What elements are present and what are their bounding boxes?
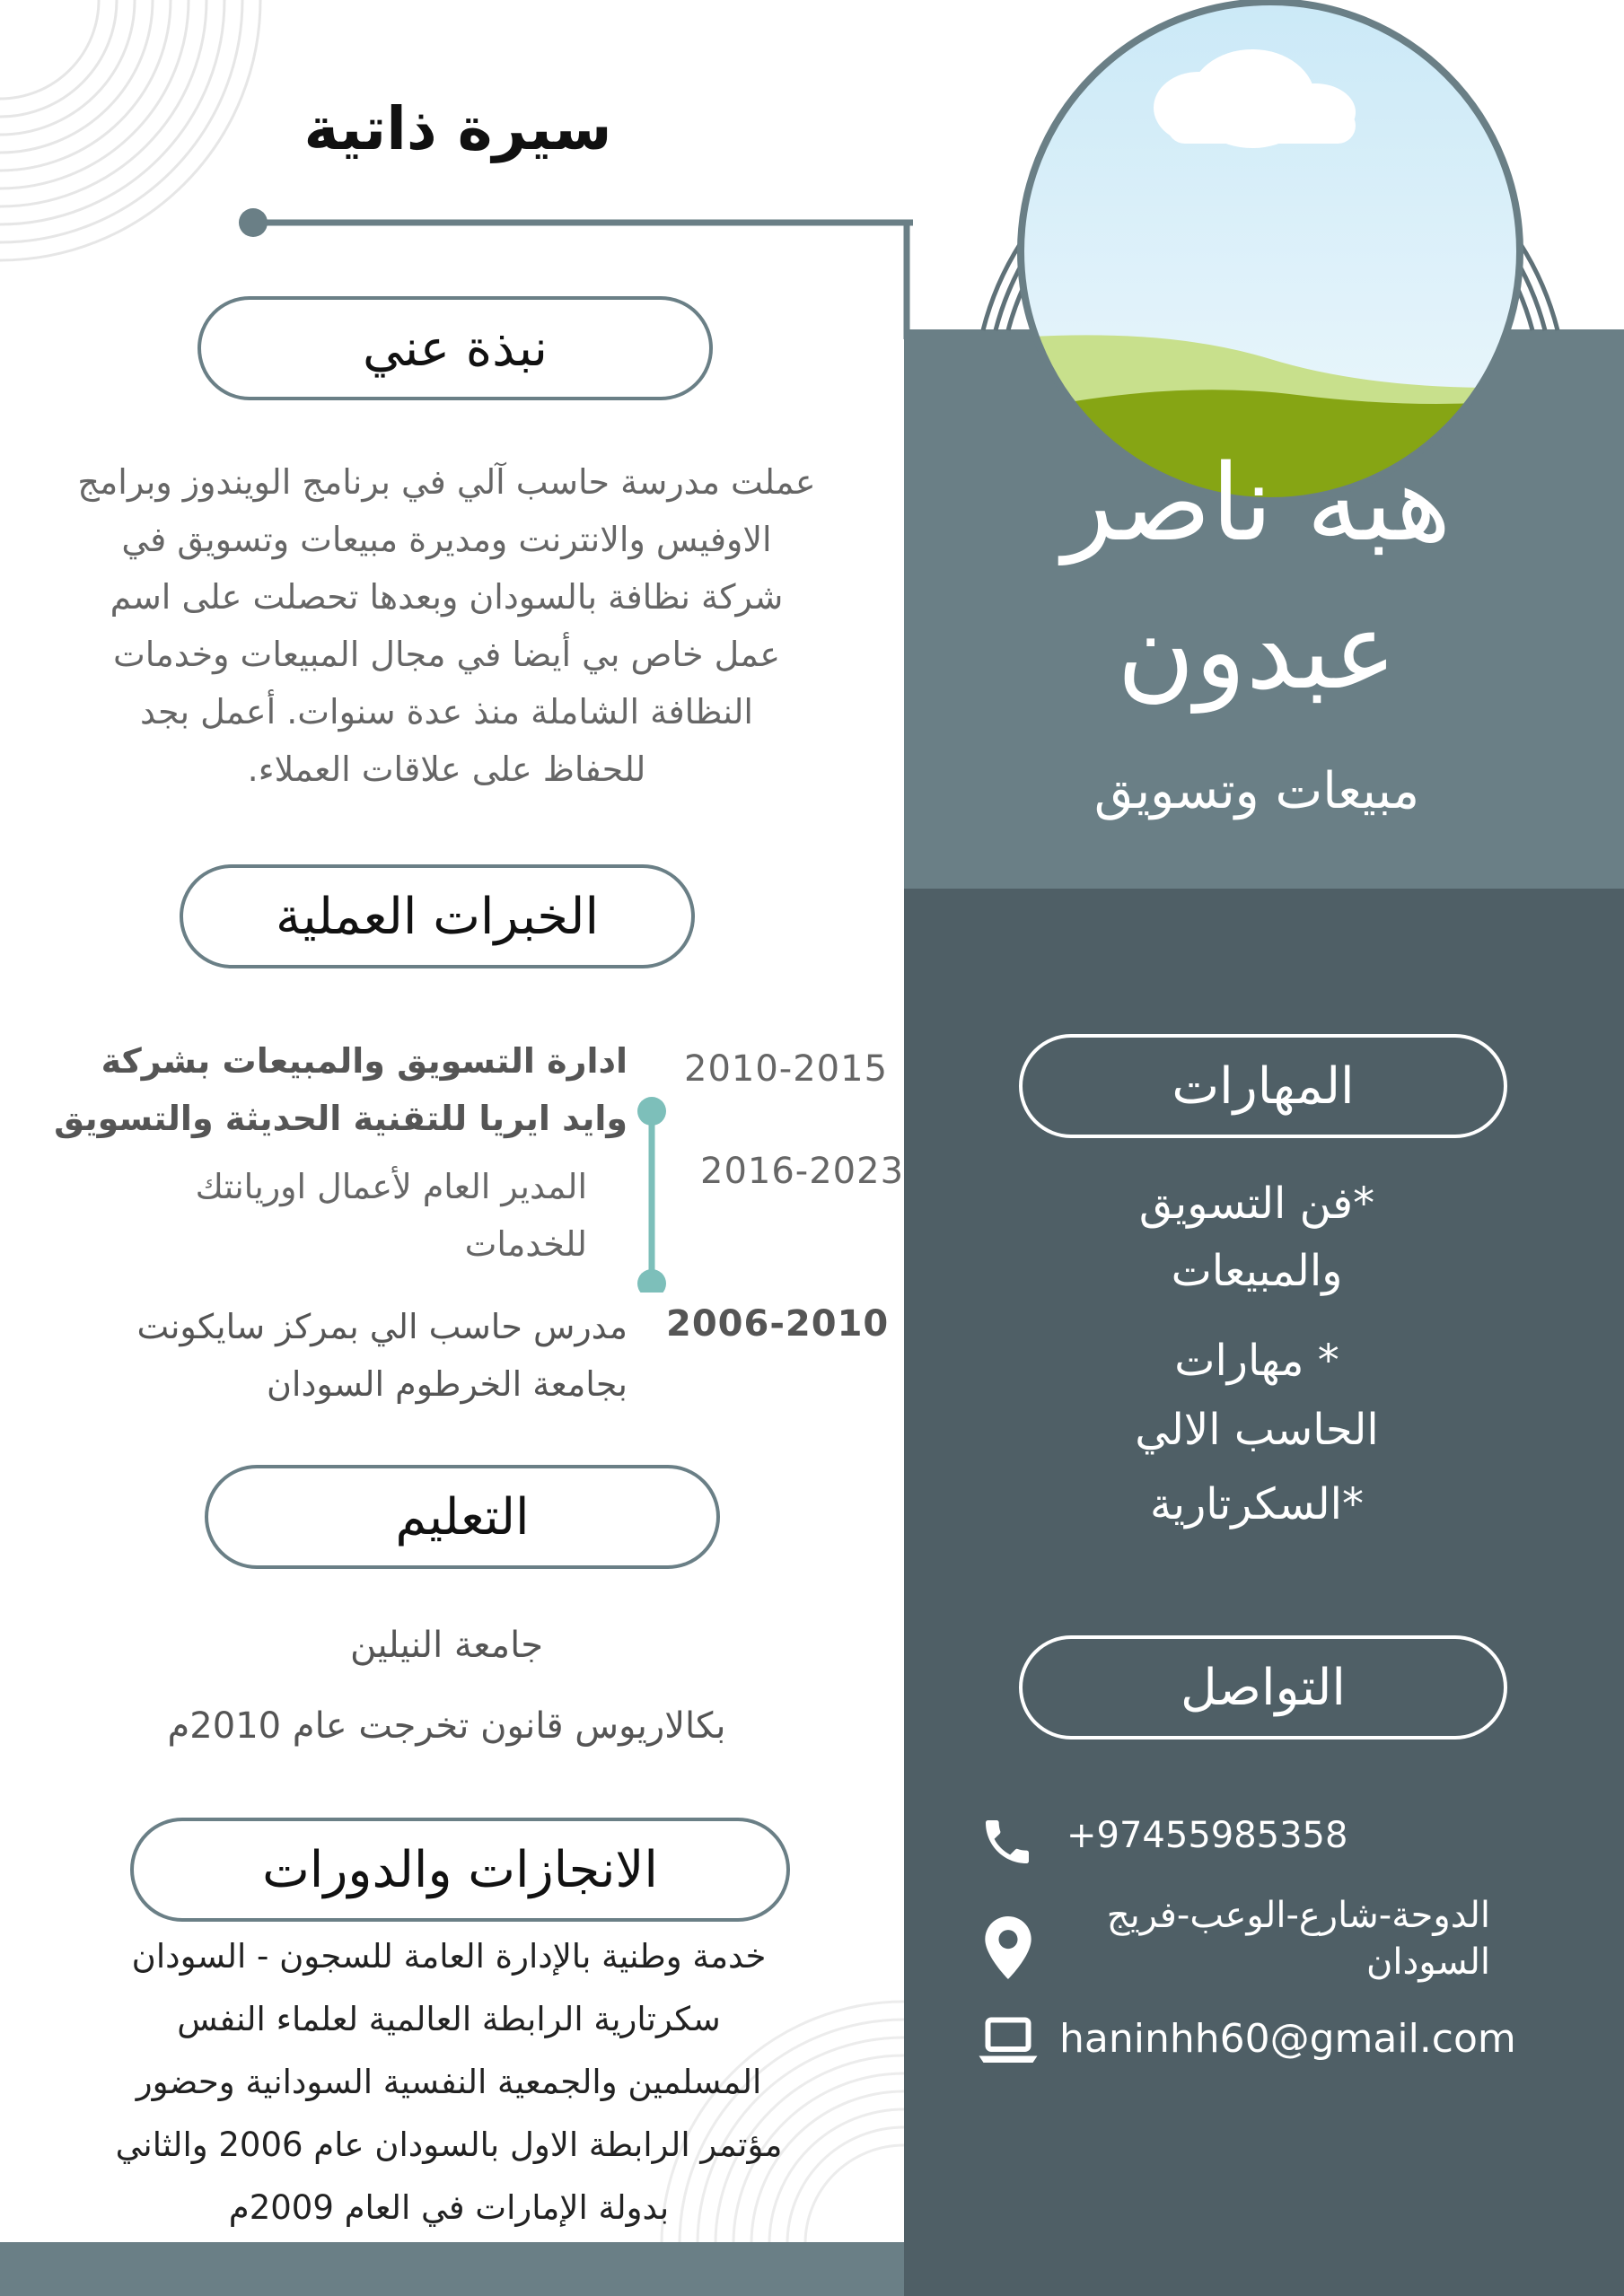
contact-heading: [1019, 1635, 1507, 1740]
bottom-strip: [0, 2242, 904, 2296]
achievements-text: [27, 1925, 871, 2239]
experience-role-line: للخدمات: [464, 1224, 587, 1264]
about-line: النظافة الشاملة منذ عدة سنوات. أعمل بجد: [140, 692, 753, 732]
phone-icon: [979, 1813, 1036, 1871]
achievement-line: خدمة وطنية بالإدارة العامة للسجون - السودان: [131, 1937, 767, 1976]
document-title: سيرة ذاتية: [303, 94, 612, 163]
achievements-heading: [130, 1818, 790, 1922]
contact-heading-label: التواصل: [1181, 1658, 1346, 1717]
skill-line: *فن التسويق: [1138, 1179, 1375, 1229]
experience-years-1: 2010-2015: [684, 1048, 889, 1090]
contact-address-line: السودان: [1366, 1941, 1490, 1983]
achievements-heading-label: الانجازات والدورات: [262, 1840, 658, 1899]
experience-role-1: [0, 1032, 628, 1147]
achievement-line: بدولة الإمارات في العام 2009م: [228, 2188, 670, 2227]
location-pin-icon: [983, 1916, 1033, 1979]
education-heading: [205, 1465, 720, 1569]
experience-heading-label: الخبرات العملية: [275, 887, 600, 946]
skill-line: * مهارات: [1174, 1336, 1339, 1386]
experience-role-2: [48, 1158, 587, 1273]
job-title: مبيعات وتسويق: [1093, 762, 1420, 820]
skills-heading-label: المهارات: [1172, 1056, 1355, 1116]
laptop-icon: [977, 2015, 1040, 2065]
about-text: [0, 453, 893, 798]
education-degree: بكالاريوس قانون تخرجت عام 2010م: [167, 1705, 726, 1747]
experience-role-line: بجامعة الخرطوم السودان: [267, 1364, 628, 1404]
achievement-line: مؤتمر الرابطة الاول بالسودان عام 2006 والثاني: [115, 2125, 783, 2164]
experience-timeline: [628, 1086, 675, 1293]
about-line: عمل خاص بي أيضا في مجال المبيعات وخدمات: [112, 635, 781, 674]
contact-address: [1050, 1892, 1490, 1985]
decorative-arcs-top: [0, 0, 269, 278]
contact-email[interactable]: haninhh60@gmail.com: [1059, 2016, 1516, 2062]
contact-address-line: الدوحة-شارع-الوعب-فريج: [1106, 1895, 1490, 1936]
contact-phone[interactable]: +97455985358: [1067, 1815, 1348, 1856]
experience-role-3: [0, 1298, 628, 1413]
about-line: شركة نظافة بالسودان وبعدها تحصلت على اسم: [110, 577, 784, 617]
achievement-line: المسلمين والجمعية النفسية السودانية وحضور: [136, 2063, 762, 2101]
experience-heading: [180, 864, 695, 968]
experience-role-line: المدير العام لأعمال اوريانتك: [195, 1167, 587, 1206]
about-heading: [198, 296, 713, 400]
about-line: للحفاظ على علاقات العملاء.: [247, 749, 646, 789]
experience-role-line: ادارة التسويق والمبيعات بشركة: [101, 1041, 628, 1081]
experience-role-line: مدرس حاسب الي بمركز سايكونت: [136, 1307, 628, 1346]
skill-line: الحاسب الالي: [1135, 1405, 1379, 1455]
experience-years-2: 2016-2023: [700, 1151, 905, 1192]
profile-photo: [974, 0, 1567, 503]
education-heading-label: التعليم: [395, 1487, 530, 1547]
profile-name-last: عبدون: [1117, 589, 1397, 713]
skill-line: والمبيعات: [1171, 1246, 1343, 1296]
education-university: جامعة النيلين: [350, 1625, 543, 1666]
profile-name-first: هبه ناصر: [1062, 441, 1452, 565]
skills-heading: [1019, 1034, 1507, 1138]
experience-years-3: 2006-2010: [666, 1303, 890, 1345]
about-line: الاوفيس والانترنت ومديرة مبيعات وتسويق في: [121, 520, 772, 559]
about-heading-label: نبذة عني: [363, 319, 549, 378]
skill-line: *السكرتارية: [1149, 1479, 1365, 1529]
about-line: عملت مدرسة حاسب آلي في برنامج الويندوز وبرامج: [77, 462, 816, 502]
achievement-line: سكرتارية الرابطة العالمية لعلماء النفس: [177, 2000, 721, 2038]
experience-role-line: وايد ايريا للتقنية الحديثة والتسويق: [54, 1099, 628, 1138]
